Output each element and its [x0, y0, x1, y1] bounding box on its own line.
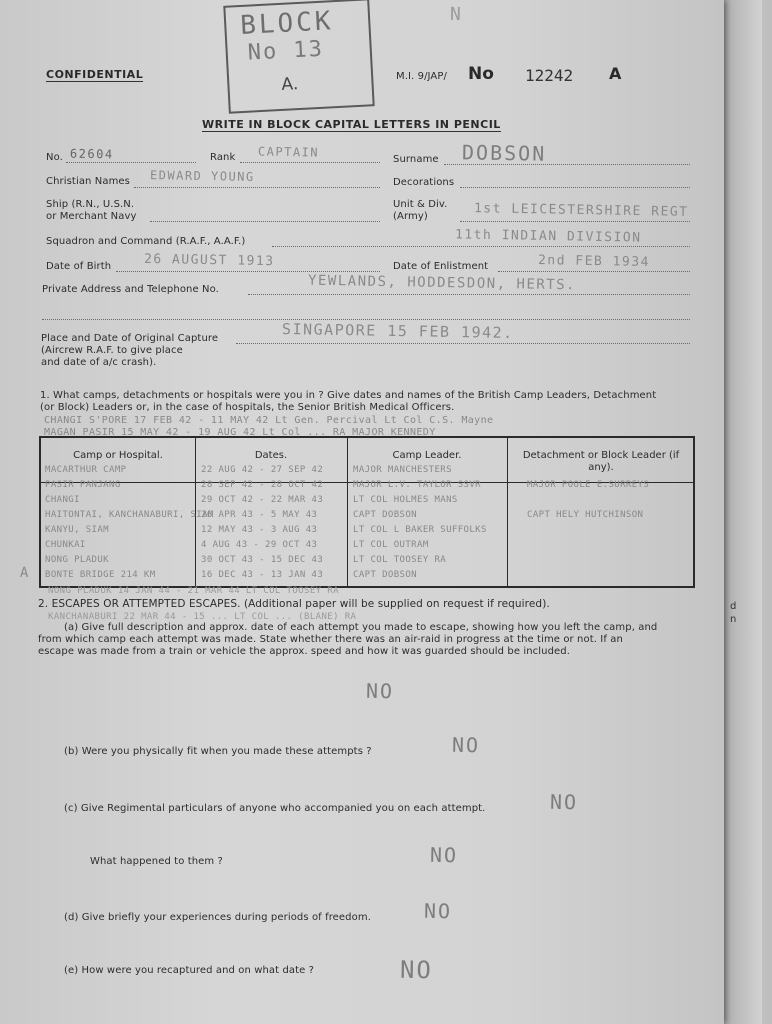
post-table-row-2: KANCHANABURI 22 MAR 44 - 15 ... LT COL ... (BLANE) RA	[48, 612, 357, 622]
table-cell-leader: CAPT DOBSON	[353, 570, 418, 580]
stamp-line-3: A.	[280, 74, 299, 95]
squadron-label: Squadron and Command (R.A.F., A.A.F.)	[46, 236, 246, 247]
christian-names-label: Christian Names	[46, 176, 130, 187]
capture-label-line-2: (Aircrew R.A.F. to give place	[41, 345, 183, 356]
christian-names-value: EDWARD YOUNG	[149, 168, 255, 184]
rank-value: CAPTAIN	[257, 144, 320, 160]
table-cell-dates: 4 AUG 43 - 29 OCT 43	[201, 540, 318, 550]
answer-2b: NO	[451, 732, 481, 758]
ship-label-line-1: Ship (R.N., U.S.N.	[46, 199, 135, 210]
table-cell-dates: 16 DEC 43 - 13 JAN 43	[201, 570, 324, 580]
table-cell-block: MAJOR POOLE E.SURREYS	[527, 480, 650, 490]
corner-note: N	[449, 3, 463, 26]
enlistment-label: Date of Enlistment	[393, 261, 489, 272]
table-cell-leader: LT COL OUTRAM	[353, 540, 429, 550]
stamp-line-1: BLOCK	[239, 6, 335, 42]
capture-label-line-3: and date of a/c crash).	[41, 357, 157, 368]
edge-letter-d: d	[730, 601, 737, 612]
question-2d: (d) Give briefly your experiences during periods of freedom.	[64, 912, 371, 923]
table-cell-dates: 28 SEP 42 - 28 OCT 42	[201, 480, 324, 490]
enlistment-value: 2nd FEB 1934	[537, 253, 651, 270]
table-cell-leader: LT COL L BAKER SUFFOLKS	[353, 525, 487, 535]
answer-2e: NO	[399, 955, 434, 985]
question-2c: (c) Give Regimental particulars of anyone who accompanied you on each attempt.	[64, 803, 486, 814]
table-cell-leader: LT COL TOOSEY RA	[353, 555, 447, 565]
answer-2a: NO	[365, 678, 395, 704]
ship-label-line-2: or Merchant Navy	[46, 211, 137, 222]
table-cell-camp: HAITONTAI, KANCHANABURI, SIAM	[45, 510, 214, 520]
table-cell-camp: BONTE BRIDGE 214 KM	[45, 570, 156, 580]
form-reference: M.I. 9/JAP/	[396, 71, 447, 82]
camps-table	[39, 436, 695, 588]
form-number-letter: A	[609, 64, 622, 83]
table-cell-camp: PASIR PANJANG	[45, 480, 121, 490]
dob-label: Date of Birth	[46, 261, 112, 272]
instruction-heading: WRITE IN BLOCK CAPITAL LETTERS IN PENCIL	[202, 118, 501, 131]
column-header-dates: Dates.	[254, 450, 288, 461]
table-cell-camp: KANYU, SIAM	[45, 525, 110, 535]
service-number-value: 62604	[69, 146, 114, 162]
margin-mark: A	[19, 564, 31, 582]
pre-table-row-2: MAGAN PASIR 15 MAY 42 - 19 AUG 42 Lt Col ... RA MAJOR KENNEDY	[44, 427, 436, 438]
question-2c-followup: What happened to them ?	[90, 856, 223, 867]
section-1-question-line-1: 1. What camps, detachments or hospitals were you in ? Give dates and names of the British Camp Leaders, Detachment	[40, 390, 657, 401]
rank-label: Rank	[210, 152, 236, 163]
confidential-label: CONFIDENTIAL	[46, 68, 144, 81]
edge-letter-n: n	[730, 614, 737, 625]
section-2a-line-1: (a) Give full description and approx. date of each attempt you made to escape, showing how you left the camp, and	[64, 622, 658, 633]
table-cell-camp: NONG PLADUK	[45, 555, 110, 565]
table-cell-camp: MACARTHUR CAMP	[45, 465, 127, 475]
table-cell-leader: CAPT DOBSON	[353, 510, 418, 520]
table-cell-dates: 30 OCT 43 - 15 DEC 43	[201, 555, 324, 565]
form-number: 12242	[525, 66, 574, 85]
number-sign: No	[468, 64, 494, 84]
table-cell-dates: 29 OCT 42 - 22 MAR 43	[201, 495, 324, 505]
table-cell-dates: 22 AUG 42 - 27 SEP 42	[201, 465, 324, 475]
table-cell-camp: CHANGI	[45, 495, 80, 505]
unit-value-line-2: 11th INDIAN DIVISION	[454, 227, 642, 246]
answer-2d: NO	[423, 898, 453, 924]
table-cell-dates: 12 MAY 43 - 3 AUG 43	[201, 525, 318, 535]
section-2a-line-2: from which camp each attempt was made. State whether there was an air-raid in progress at the time or not. If an	[38, 634, 623, 645]
surname-label: Surname	[393, 154, 439, 165]
surname-value: DOBSON	[461, 140, 547, 166]
answer-2c-followup: NO	[429, 842, 459, 868]
dob-value: 26 AUGUST 1913	[143, 251, 275, 270]
table-cell-leader: LT COL HOLMES MANS	[353, 495, 458, 505]
post-table-row-1: NONG PLADUK 14 JAN 44 - 21 MAR 44 LT COL TOOSEY RA	[48, 586, 339, 596]
unit-label-line-2: (Army)	[393, 211, 428, 222]
address-value: YEWLANDS, HODDESDON, HERTS.	[307, 272, 577, 294]
pre-table-row-1: CHANGI S'PORE 17 FEB 42 - 11 MAY 42 Lt Gen. Percival Lt Col C.S. Mayne	[44, 415, 494, 426]
section-2a-line-3: escape was made from a train or vehicle the approx. speed and how it was guarded should be included.	[38, 646, 571, 657]
table-cell-dates: 26 APR 43 - 5 MAY 43	[201, 510, 318, 520]
column-header-block-leader: Detachment or Block Leader (if any).	[522, 450, 680, 473]
question-2e: (e) How were you recaptured and on what date ?	[64, 965, 315, 976]
question-2b: (b) Were you physically fit when you made these attempts ?	[64, 746, 372, 757]
underlying-page-edge	[724, 0, 762, 1024]
answer-2c: NO	[549, 789, 579, 815]
table-cell-block: CAPT HELY HUTCHINSON	[527, 510, 644, 520]
section-2-title: 2. ESCAPES OR ATTEMPTED ESCAPES. (Additional paper will be supplied on request if required).	[38, 598, 550, 610]
table-cell-camp: CHUNKAI	[45, 540, 86, 550]
stamp-line-2: No 13	[247, 36, 325, 66]
column-header-leader: Camp Leader.	[392, 450, 462, 461]
block-stamp	[223, 0, 374, 114]
address-label: Private Address and Telephone No.	[42, 284, 219, 295]
column-header-camp: Camp or Hospital.	[73, 450, 163, 461]
unit-value-line-1: 1st LEICESTERSHIRE REGT	[473, 201, 689, 220]
unit-label-line-1: Unit & Div.	[393, 199, 448, 210]
capture-value: SINGAPORE 15 FEB 1942.	[281, 319, 514, 343]
decorations-label: Decorations	[393, 177, 455, 188]
service-number-label: No.	[46, 152, 63, 163]
section-1-question-line-2: (or Block) Leaders or, in the case of hospitals, the Senior British Medical Officers.	[40, 402, 455, 413]
table-cell-leader: MAJOR L.V. TAYLOR SSVR	[353, 480, 482, 490]
capture-label-line-1: Place and Date of Original Capture	[41, 333, 219, 344]
table-cell-leader: MAJOR MANCHESTERS	[353, 465, 452, 475]
